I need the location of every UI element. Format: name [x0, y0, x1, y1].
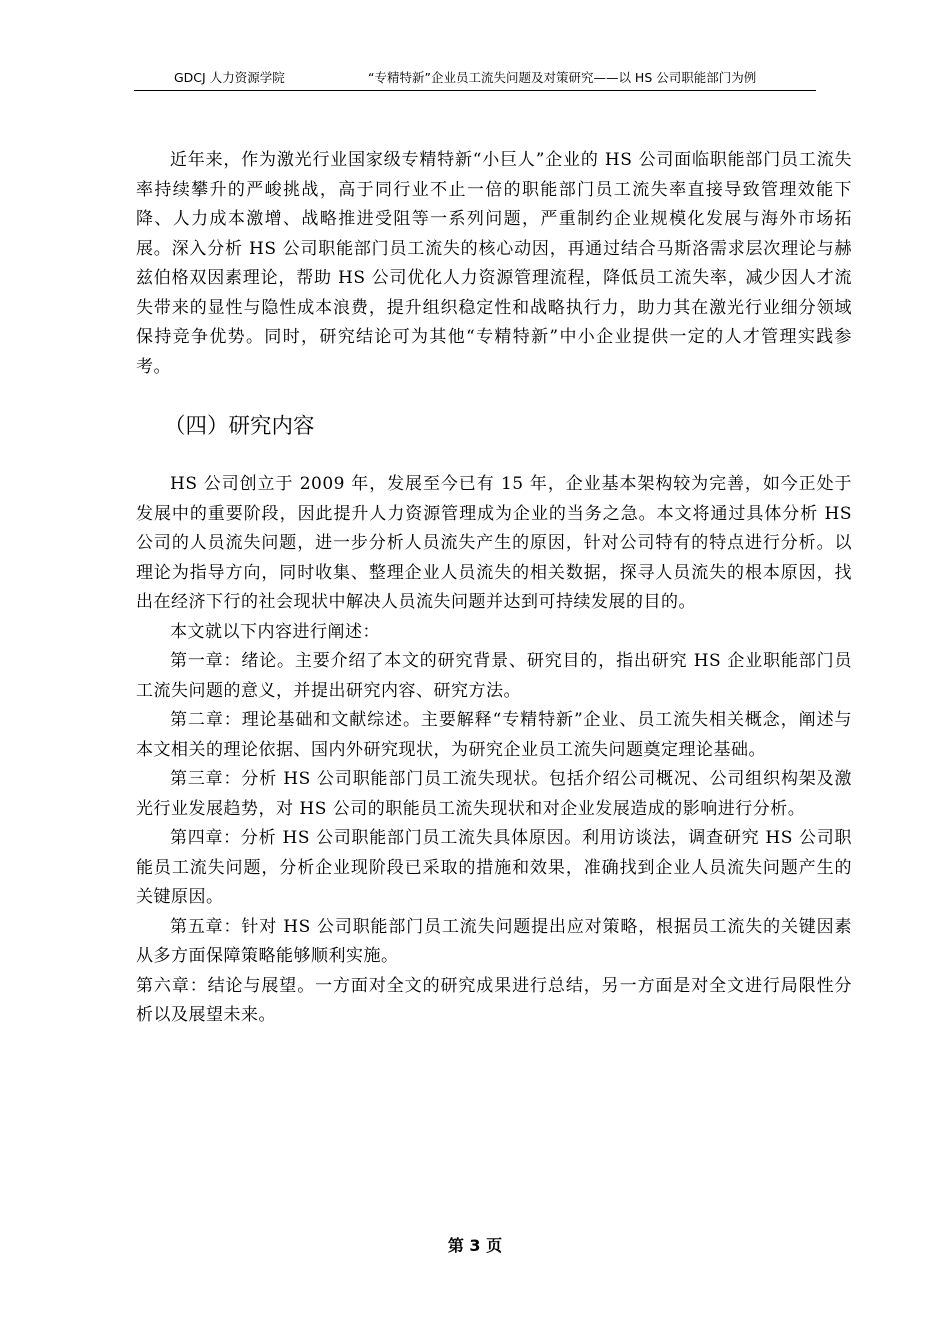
chapter-6-summary: 第六章：结论与展望。一方面对全文的研究成果进行总结，另一方面是对全文进行局限性分析以及展望未来。 — [136, 975, 852, 1025]
page-header — [134, 64, 816, 91]
header-thesis-title: “专精特新”企业员工流失问题及对策研究——以 HS 公司职能部门为例 — [368, 70, 757, 85]
chapter-4-summary: 第四章：分析 HS 公司职能部门员工流失具体原因。利用访谈法，调查研究 HS 公司职能员工流失问题，分析企业现阶段已采取的措施和效果，准确找到企业人员流失问题产生的关键原因。 — [136, 828, 852, 907]
chapter-5-summary: 第五章：针对 HS 公司职能部门员工流失问题提出应对策略，根据员工流失的关键因素从多方面保障策略能够顺利实施。 — [136, 916, 852, 966]
section-heading: （四）研究内容 — [164, 414, 315, 439]
header-institution: GDCJ 人力资源学院 — [174, 70, 285, 85]
page-number: 第 3 页 — [447, 1236, 503, 1255]
intro-paragraph: 近年来，作为激光行业国家级专精特新“小巨人”企业的 HS 公司面临职能部门员工流失率持续攀升的严峻挑战，高于同行业不止一倍的职能部门员工流失率直接导致管理效能下降、人力成本激增、战略推进受阻等一系列问题，严重制约企业规模化发展与海外市场拓展。深入分析 HS 公司职能部门员工流失的核心动因，再通过结合马斯洛需求层次理论与赫兹伯格双因素理论，帮助 HS 公司优化人力资源管理流程，降低员工流失率，减少因人才流失带来的显性与隐性成本浪费，提升组织稳定性和战略执行力，助力其在激光行业细分领域保持竞争优势。同时，研究结论可为其他“专精特新”中小企业提供一定的人才管理实践参考。 — [136, 150, 852, 377]
chapter-1-summary: 第一章：绪论。主要介绍了本文的研究背景、研究目的，指出研究 HS 企业职能部门员工流失问题的意义，并提出研究内容、研究方法。 — [136, 651, 852, 701]
content-paragraph: HS 公司创立于 2009 年，发展至今已有 15 年，企业基本架构较为完善，如今正处于发展中的重要阶段，因此提升人力资源管理成为企业的当务之急。本文将通过具体分析 HS 公司的人员流失问题，进一步分析人员流失产生的原因，针对公司特有的特点进行分析。以理论为指导方向，同时收集、整理企业人员流失的相关数据，探寻人员流失的根本原因，找出在经济下行的社会现状中解决人员流失问题并达到可持续发展的目的。 — [136, 474, 852, 612]
chapter-2-summary: 第二章：理论基础和文献综述。主要解释“专精特新”企业、员工流失相关概念，阐述与本文相关的理论依据、国内外研究现状，为研究企业员工流失问题奠定理论基础。 — [136, 710, 852, 760]
page-content — [136, 146, 852, 1031]
chapter-3-summary: 第三章：分析 HS 公司职能部门员工流失现状。包括介绍公司概况、公司组织构架及激光行业发展趋势，对 HS 公司的职能员工流失现状和对企业发展造成的影响进行分析。 — [136, 769, 852, 819]
outline-intro: 本文就以下内容进行阐述： — [170, 621, 380, 642]
